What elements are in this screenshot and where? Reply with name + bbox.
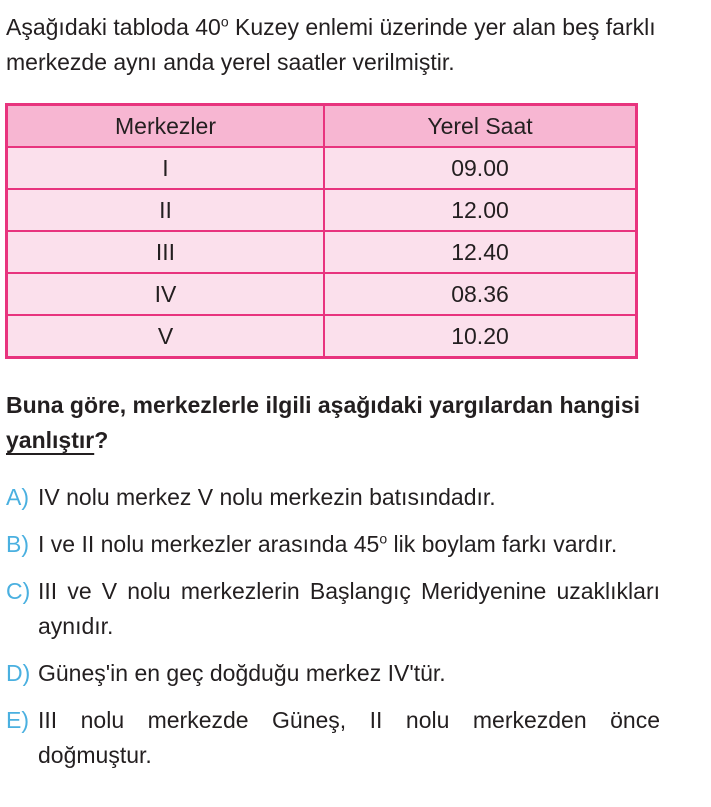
- local-time-table: [5, 103, 638, 359]
- time-cell: 10.20: [324, 315, 637, 358]
- center-cell: IV: [7, 273, 325, 315]
- table-row: [7, 315, 637, 358]
- option-letter: E): [6, 707, 29, 733]
- option-c[interactable]: [6, 574, 660, 644]
- option-text-before-degree: I ve II nolu merkezler arasında 45: [38, 531, 380, 557]
- header-centers: Merkezler: [7, 105, 325, 148]
- time-cell: 08.36: [324, 273, 637, 315]
- center-cell: I: [7, 147, 325, 189]
- intro-before-degree: Aşağıdaki tabloda 40: [6, 14, 221, 40]
- question-text: [6, 388, 686, 458]
- option-a[interactable]: [6, 480, 660, 515]
- option-letter: D): [6, 660, 31, 686]
- degree-symbol: o: [220, 13, 229, 30]
- option-text: III nolu merkezde Güneş, II nolu merkezden önce doğmuştur.: [38, 707, 660, 768]
- table-row: [7, 189, 637, 231]
- answer-options: [6, 480, 660, 785]
- table-row: [7, 231, 637, 273]
- table-row: [7, 273, 637, 315]
- option-text: [38, 527, 660, 562]
- question-main: Buna göre, merkezlerle ilgili aşağıdaki yargılardan hangisi: [6, 392, 641, 418]
- time-cell: 09.00: [324, 147, 637, 189]
- option-letter: A): [6, 484, 29, 510]
- time-cell: 12.00: [324, 189, 637, 231]
- degree-symbol: o: [379, 530, 388, 547]
- option-letter: C): [6, 578, 31, 604]
- center-cell: V: [7, 315, 325, 358]
- intro-after-degree: Kuzey enlemi üzerinde yer alan beş farklı merkezde aynı anda yerel saatler verilmiştir.: [6, 14, 656, 75]
- question-underlined-word: yanlıştır: [6, 427, 95, 453]
- intro-text: [6, 10, 686, 80]
- option-text: III ve V nolu merkezlerin Başlangıç Meridyenine uzaklıkları aynıdır.: [38, 578, 660, 639]
- header-local-time: Yerel Saat: [324, 105, 637, 148]
- question-end: ?: [94, 427, 109, 453]
- time-cell: 12.40: [324, 231, 637, 273]
- table-header-row: [7, 105, 637, 148]
- option-text-after-degree: lik boylam farkı vardır.: [387, 531, 618, 557]
- center-cell: III: [7, 231, 325, 273]
- option-e[interactable]: [6, 703, 660, 773]
- center-cell: II: [7, 189, 325, 231]
- option-text: Güneş'in en geç doğduğu merkez IV'tür.: [38, 660, 446, 686]
- option-letter: B): [6, 531, 29, 557]
- option-b[interactable]: [6, 527, 660, 562]
- option-d[interactable]: [6, 656, 660, 691]
- table-row: [7, 147, 637, 189]
- option-text: IV nolu merkez V nolu merkezin batısındadır.: [38, 484, 496, 510]
